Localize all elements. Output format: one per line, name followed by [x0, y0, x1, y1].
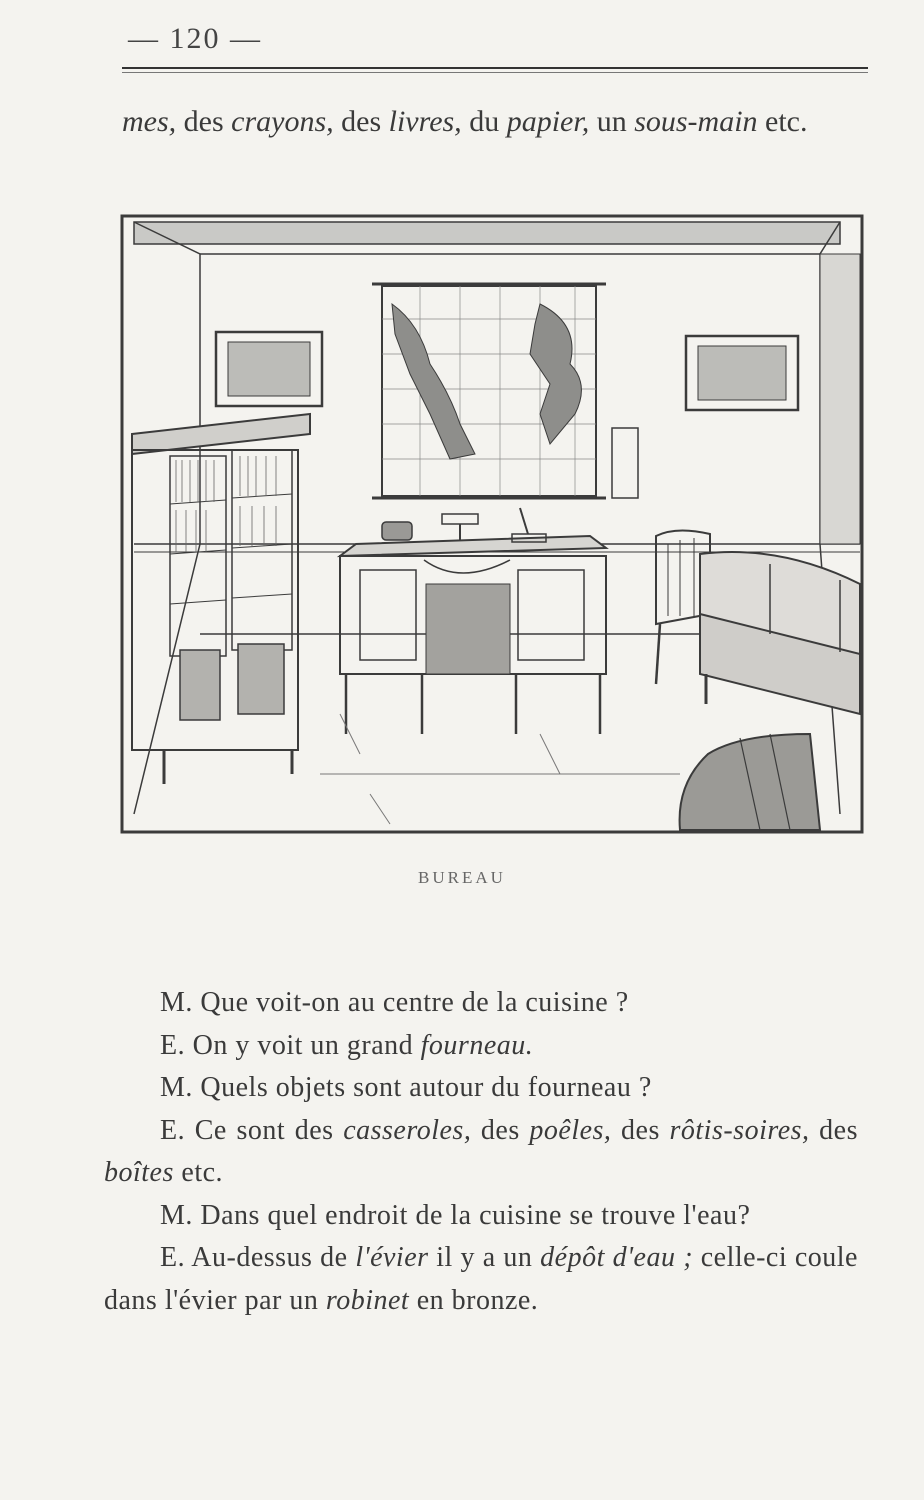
figure-caption: BUREAU — [418, 868, 506, 887]
italic-term: crayons, — [231, 105, 334, 138]
italic-term: mes, — [122, 105, 177, 138]
bureau-illustration — [120, 214, 864, 834]
ceiling-cornice — [134, 222, 840, 244]
text-run: en bronze. — [409, 1284, 539, 1316]
italic-term: fourneau. — [420, 1029, 534, 1061]
dialogue-line — [104, 1237, 858, 1322]
text-run: E. Au-dessus de — [160, 1242, 356, 1273]
dialogue-line — [104, 1110, 858, 1195]
map-land-west — [392, 304, 475, 459]
italic-term: sous-main — [634, 105, 758, 138]
text-run: il y a un — [428, 1242, 541, 1273]
text-run: etc. — [173, 1157, 224, 1188]
right-door-panel — [820, 254, 860, 544]
dialogue-line — [104, 1025, 858, 1068]
map-land-east — [530, 304, 581, 444]
dialogue-line — [104, 1067, 858, 1110]
text-run: des — [471, 1114, 530, 1146]
italic-term: rôtis-soires, — [669, 1114, 810, 1146]
text-run: des — [809, 1114, 858, 1146]
italic-term: dépôt d'eau ; — [540, 1242, 694, 1273]
figure-bureau — [120, 214, 864, 834]
bookcase — [132, 414, 310, 784]
text-run: celle-ci coule dans l'évier par un — [104, 1242, 858, 1316]
header-rule-thin — [122, 72, 868, 73]
intro-paragraph — [122, 100, 872, 144]
text-run: du — [461, 105, 507, 138]
header-rule — [122, 67, 868, 69]
text-run: E. Ce sont des — [160, 1114, 344, 1146]
italic-term: papier, — [506, 105, 590, 138]
italic-term: boîtes — [104, 1157, 174, 1188]
text-run: M. Quels objets sont autour du fourneau ? — [160, 1072, 652, 1103]
text-run: M. Que voit-on au centre de la cuisine ? — [160, 987, 629, 1018]
text-run: des — [176, 105, 232, 138]
italic-term: robinet — [325, 1284, 410, 1316]
wall-calendar — [612, 428, 638, 498]
dialogue-line — [104, 1195, 858, 1238]
dialogue-line — [104, 982, 858, 1025]
text-run: M. Dans quel endroit de la cuisine se trouve l'eau? — [160, 1199, 751, 1231]
dialogue-text — [104, 982, 858, 1322]
sofa — [700, 552, 860, 714]
left-wall-edge — [134, 222, 200, 814]
italic-term: l'évier — [355, 1242, 429, 1273]
foreground-chair — [680, 734, 820, 830]
text-run: des — [611, 1114, 670, 1146]
page-number: — 120 — — [128, 22, 262, 55]
writing-desk — [340, 508, 606, 734]
italic-term: livres, — [388, 105, 462, 138]
text-run: des — [333, 105, 389, 138]
text-run: etc. — [757, 105, 808, 138]
text-run: un — [589, 105, 635, 138]
text-run: E. On y voit un grand — [160, 1029, 421, 1061]
italic-term: poêles, — [529, 1114, 612, 1146]
italic-term: casseroles, — [343, 1114, 472, 1146]
